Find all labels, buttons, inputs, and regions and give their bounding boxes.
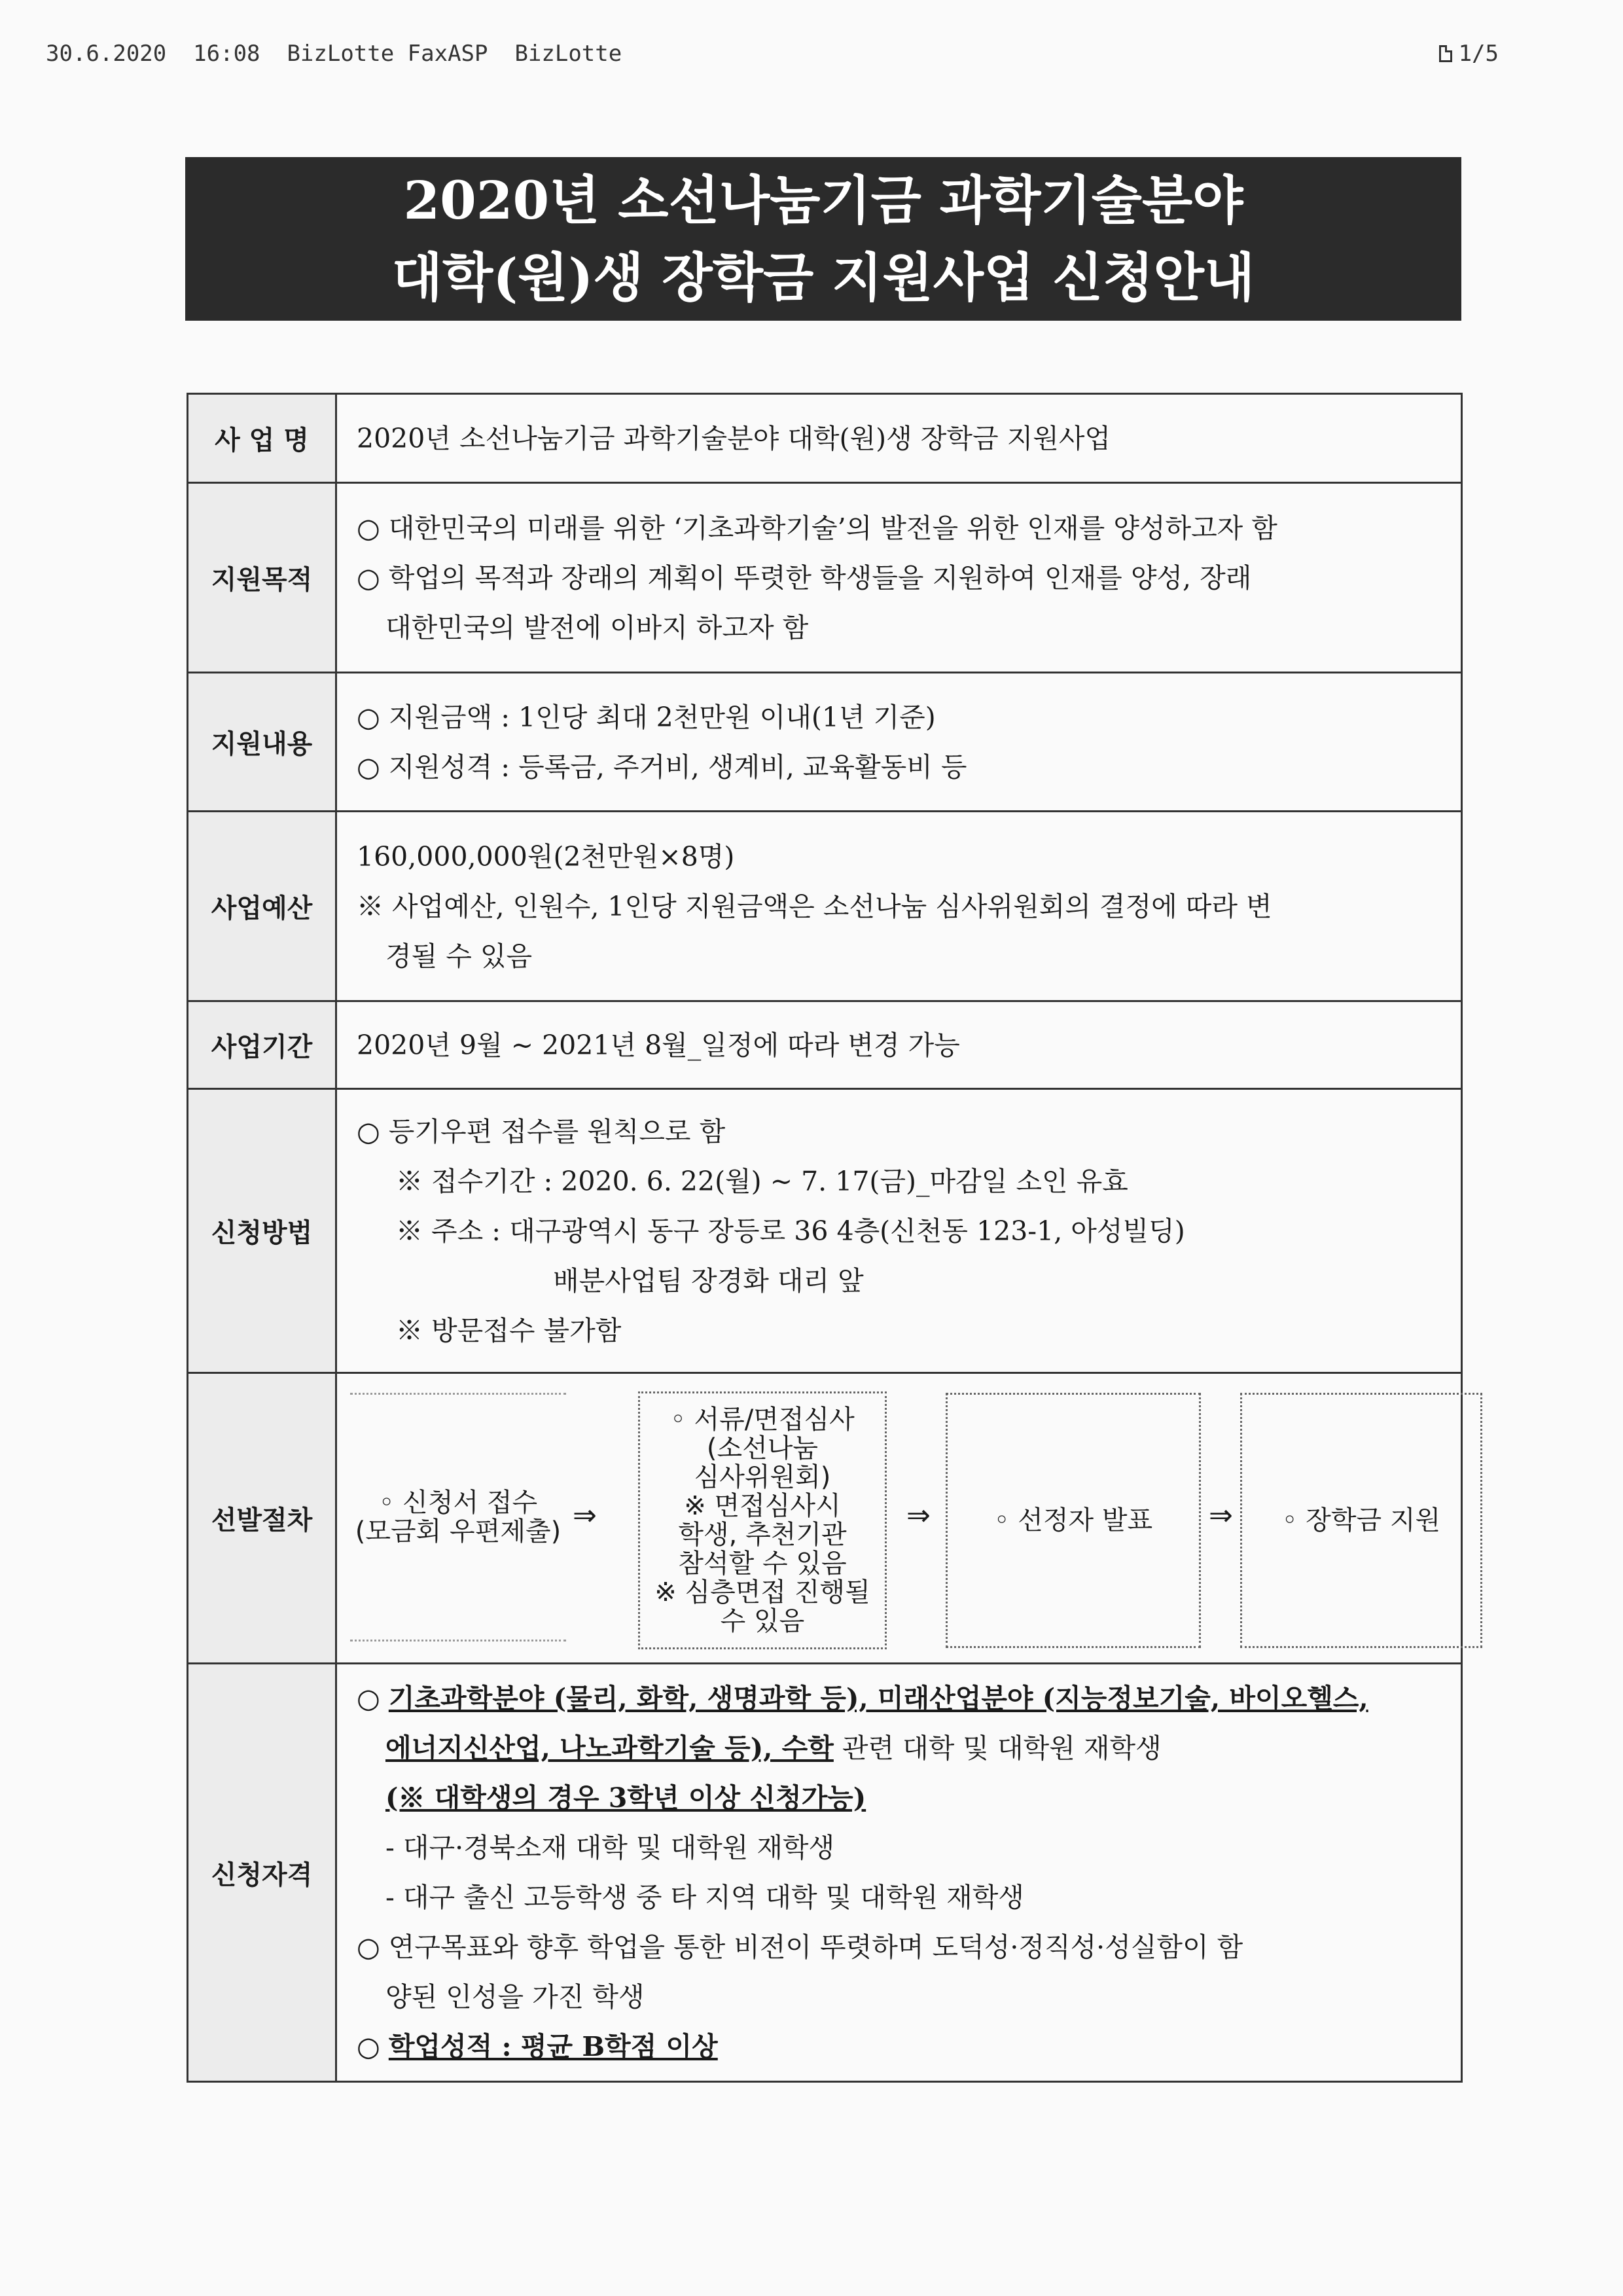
step2-line-3: 심사위원회) [694,1462,831,1492]
arrow-3: ⇒ [1209,1498,1233,1532]
step3-line-1: ◦ 선정자 발표 [993,1505,1153,1535]
title-line-2: 대학(원)생 장학금 지원사업 신청안내 [391,247,1255,308]
eligibility-line-8-bullet: ○ [357,2031,389,2062]
eligibility-line-5: - 대구 출신 고등학생 중 타 지역 대학 및 대학원 재학생 [385,1882,1024,1913]
fax-page-number: 1/5 [1458,41,1499,67]
method-line-2: ※ 접수기간 : 2020. 6. 22(월) ~ 7. 17(금)_마감일 소인 유효 [396,1165,1128,1197]
method-line-4: 배분사업팀 장경화 대리 앞 [553,1265,864,1297]
eligibility-line-2-rest: 관련 대학 및 대학원 재학생 [833,1732,1162,1764]
eligibility-line-7: 양된 인성을 가진 학생 [385,1981,645,2013]
step-scholarship-support [1240,1393,1482,1648]
value-purpose [336,483,1462,673]
arrow-2: ⇒ [906,1498,931,1532]
method-line-1: ○ 등기우편 접수를 원칙으로 함 [357,1115,726,1147]
row-support-content [188,673,1462,812]
value-period [336,1001,1462,1089]
info-table [187,393,1463,2083]
eligibility-line-3: (※ 대학생의 경우 3학년 이상 신청가능) [385,1782,866,1814]
business-name-text: 2020년 소선나눔기금 과학기술분야 대학(원)생 장학금 지원사업 [357,422,1111,454]
step1-line-1: ◦ 신청서 접수 [378,1487,538,1518]
label-selection-procedure: 선발절차 [188,1373,336,1664]
budget-line-1: 160,000,000원(2천만원×8명) [357,840,735,872]
row-selection-procedure [188,1373,1462,1664]
support-content-line-1: ○ 지원금액 : 1인당 최대 2천만원 이내(1년 기준) [357,701,936,733]
fax-header [46,41,1499,72]
step-application-receipt [350,1393,566,1641]
label-support-content: 지원내용 [188,673,336,812]
document-page-icon [1439,45,1452,62]
eligibility-line-2 [357,1723,1448,1773]
value-business-name [336,394,1462,483]
label-business-name: 사 업 명 [188,394,336,483]
label-eligibility: 신청자격 [188,1664,336,2082]
step4-line-1: ◦ 장학금 지원 [1281,1505,1441,1535]
fax-page-indicator [1439,41,1499,67]
step-announcement [946,1393,1201,1648]
eligibility-fields-text-2: 에너지신산업, 나노과학기술 등), 수학 [385,1732,834,1764]
eligibility-line-1-bullet: ○ [357,1683,389,1714]
label-period: 사업기간 [188,1001,336,1089]
step2-line-7: ※ 심층면접 진행될 [654,1577,870,1607]
method-line-3: ※ 주소 : 대구광역시 동구 장등로 36 4층(신천동 123-1, 아성빌딩) [396,1215,1185,1247]
row-purpose [188,483,1462,673]
step2-line-8: 수 있음 [720,1605,805,1636]
eligibility-line-1 [357,1674,1448,1723]
budget-line-3: 경될 수 있음 [385,940,533,972]
value-eligibility [336,1664,1462,2082]
step1-line-2: (모금회 우편제출) [355,1516,562,1547]
step-screening-interview [638,1391,887,1649]
support-content-line-2: ○ 지원성격 : 등록금, 주거비, 생계비, 교육활동비 등 [357,751,967,783]
row-eligibility [188,1664,1462,2082]
step2-line-2: (소선나눔 [706,1433,819,1463]
step2-line-5: 학생, 추천기관 [678,1519,847,1550]
step2-line-4: ※ 면접심사시 [684,1490,841,1521]
eligibility-fields-text: 기초과학분야 (물리, 화학, 생명과학 등), 미래산업분야 (지능정보기술, 바이오헬스, [388,1683,1368,1714]
eligibility-line-6: ○ 연구목표와 향후 학업을 통한 비전이 뚜렷하며 도덕성·정직성·성실함이 함 [357,1931,1243,1963]
value-budget [336,812,1462,1001]
purpose-line-3: 대한민국의 발전에 이바지 하고자 함 [385,611,809,643]
label-application-method: 신청방법 [188,1089,336,1373]
purpose-line-1: ○ 대한민국의 미래를 위한 ‘기초과학기술’의 발전을 위한 인재를 양성하고자 함 [357,512,1277,544]
eligibility-grade-text: 학업성적 : 평균 B학점 이상 [388,2031,718,2062]
eligibility-line-8 [357,2022,1448,2072]
title-line-1: 2020년 소선나눔기금 과학기술분야 [403,170,1243,231]
selection-flow [337,1374,1461,1662]
label-purpose: 지원목적 [188,483,336,673]
method-line-5: ※ 방문접수 불가함 [396,1314,622,1346]
step2-line-1: ◦ 서류/면접심사 [670,1404,855,1435]
value-selection-procedure [336,1373,1462,1664]
budget-line-2: ※ 사업예산, 인원수, 1인당 지원금액은 소선나눔 심사위원회의 결정에 따라 변 [357,890,1272,922]
value-application-method [336,1089,1462,1373]
purpose-line-2: ○ 학업의 목적과 장래의 계획이 뚜렷한 학생들을 지원하여 인재를 양성, 장래 [357,562,1252,594]
title-banner [185,157,1461,321]
row-application-method [188,1089,1462,1373]
value-support-content [336,673,1462,812]
eligibility-line-4: - 대구·경북소재 대학 및 대학원 재학생 [385,1832,835,1863]
fax-header-text: 30.6.2020 16:08 BizLotte FaxASP BizLotte [46,41,622,67]
period-text: 2020년 9월 ~ 2021년 8월_일정에 따라 변경 가능 [357,1029,960,1061]
row-business-name [188,394,1462,483]
arrow-1: ⇒ [573,1498,597,1532]
row-period [188,1001,1462,1089]
step2-line-6: 참석할 수 있음 [678,1548,847,1579]
row-budget [188,812,1462,1001]
label-budget: 사업예산 [188,812,336,1001]
